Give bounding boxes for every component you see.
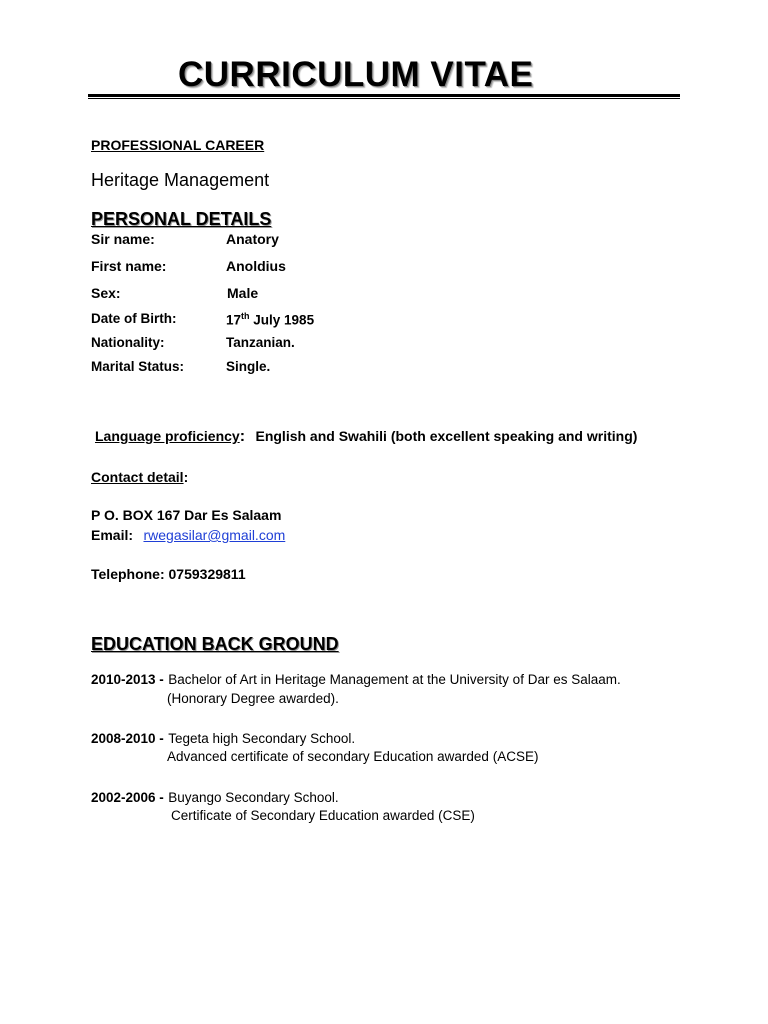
education-award: (Honorary Degree awarded). bbox=[167, 691, 339, 706]
career-value: Heritage Management bbox=[91, 170, 270, 190]
dob-value bbox=[226, 311, 314, 328]
education-institution: Bachelor of Art in Heritage Management at the University of Dar es Salaam. bbox=[168, 672, 621, 687]
language-value: English and Swahili (both excellent speaking and writing) bbox=[255, 428, 638, 444]
education-entry bbox=[91, 789, 339, 807]
education-award: Certificate of Secondary Education awarded (CSE) bbox=[171, 808, 475, 823]
education-entry bbox=[91, 671, 621, 689]
education-years: 2008-2010 - bbox=[91, 731, 164, 746]
education-institution: Buyango Secondary School. bbox=[168, 790, 339, 805]
language-colon: : bbox=[239, 428, 246, 445]
career-heading: PROFESSIONAL CAREER bbox=[91, 137, 265, 153]
contact-label: Contact detail bbox=[91, 469, 184, 485]
email-label: Email: bbox=[91, 527, 134, 543]
dob-suffix: th bbox=[241, 311, 250, 321]
marital-status-value: Single. bbox=[226, 359, 271, 374]
first-name-label: First name: bbox=[91, 258, 167, 274]
postal-address: P O. BOX 167 Dar Es Salaam bbox=[91, 507, 282, 523]
language-label: Language proficiency bbox=[95, 428, 240, 444]
email-line bbox=[91, 527, 285, 545]
nationality-label: Nationality: bbox=[91, 335, 165, 350]
nationality-value: Tanzanian. bbox=[226, 335, 295, 350]
contact-heading-line bbox=[91, 469, 188, 487]
education-entry bbox=[91, 730, 355, 748]
education-heading: EDUCATION BACK GROUND bbox=[91, 634, 339, 654]
education-institution: Tegeta high Secondary School. bbox=[168, 731, 356, 746]
personal-details-heading: PERSONAL DETAILS bbox=[91, 209, 272, 229]
document-title: CURRICULUM VITAE bbox=[178, 55, 534, 94]
title-divider bbox=[88, 94, 680, 99]
sex-label: Sex: bbox=[91, 285, 121, 301]
marital-status-label: Marital Status: bbox=[91, 359, 185, 374]
education-years: 2010-2013 - bbox=[91, 672, 164, 687]
email-link[interactable]: rwegasilar@gmail.com bbox=[143, 527, 286, 543]
surname-value: Anatory bbox=[226, 231, 279, 247]
dob-label: Date of Birth: bbox=[91, 311, 177, 326]
sex-value: Male bbox=[227, 285, 259, 301]
telephone: Telephone: 0759329811 bbox=[91, 566, 246, 582]
surname-label: Sir name: bbox=[91, 231, 155, 247]
contact-colon: : bbox=[183, 469, 189, 485]
education-years: 2002-2006 - bbox=[91, 790, 164, 805]
first-name-value: Anoldius bbox=[226, 258, 286, 274]
education-award: Advanced certificate of secondary Education awarded (ACSE) bbox=[167, 749, 539, 764]
dob-month-year: July 1985 bbox=[249, 312, 315, 328]
language-line bbox=[95, 428, 637, 446]
dob-day: 17 bbox=[226, 312, 242, 328]
